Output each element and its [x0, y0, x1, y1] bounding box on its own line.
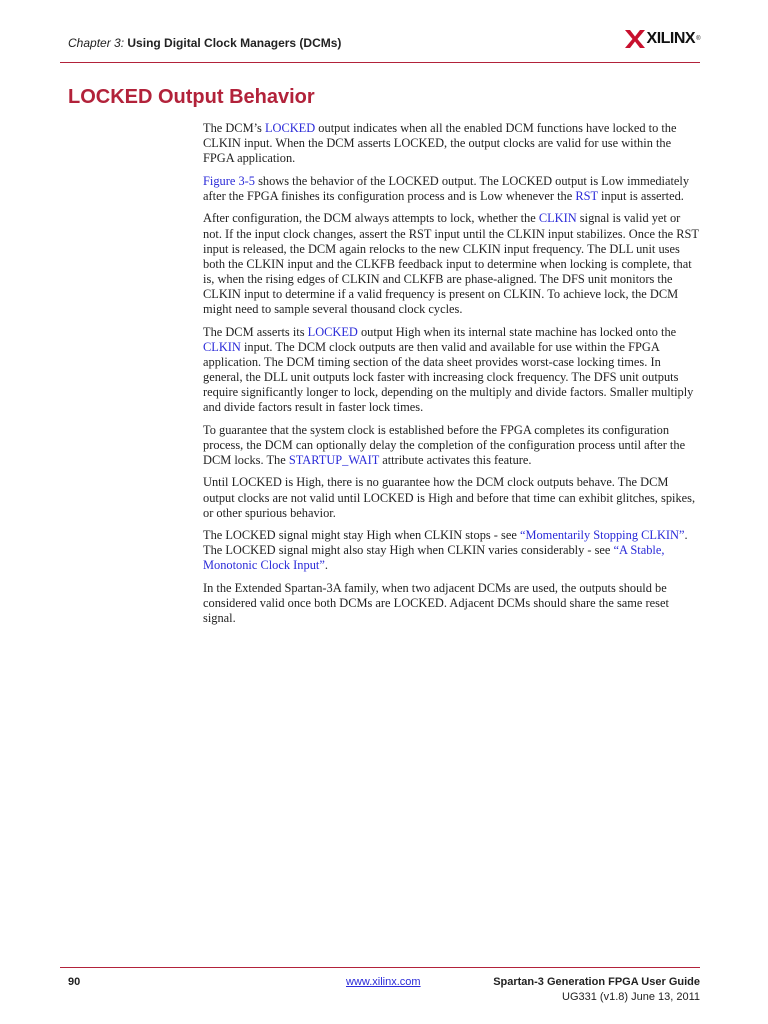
xilinx-logo	[625, 30, 700, 48]
startup-wait-link[interactable]: STARTUP_WAIT	[288, 452, 380, 467]
text-run: attribute activates this feature.	[379, 452, 532, 467]
text-run: output indicates when all the enabled DCM functions have locked to the CLKIN input. When the DCM asserts LOCKED, the output clocks are valid for use within the FPGA application.	[203, 121, 677, 166]
paragraph	[203, 475, 699, 520]
paragraph	[203, 581, 699, 626]
paragraph	[203, 174, 699, 204]
chapter-title: Using Digital Clock Managers (DCMs)	[127, 36, 342, 50]
paragraph	[203, 325, 699, 416]
xilinx-mark-icon	[625, 30, 645, 48]
locked-link[interactable]: LOCKED	[307, 324, 358, 339]
text-run: input. The DCM clock outputs are then valid and available for use within the FPGA application. The DCM timing section of the data sheet provides worst-case locking times. In general, the DLL unit outputs lock faster with increasing clock frequency. The DFS unit outputs require significantly longer to lock, depending on the multiply and divide factors. Smaller multiply and divide factors result in faster lock times.	[203, 339, 694, 415]
website-link[interactable]: www.xilinx.com	[346, 976, 421, 988]
page-header	[68, 30, 700, 60]
text-run: .	[324, 558, 328, 573]
text-run: The LOCKED signal might stay High when CLKIN stops - see	[203, 528, 520, 543]
logo-registered-mark: ®	[696, 36, 700, 42]
paragraph	[203, 528, 699, 573]
text-run: After configuration, the DCM always attempts to lock, whether the	[203, 211, 539, 226]
clkin-link[interactable]: CLKIN	[203, 339, 241, 354]
text-run: The DCM asserts its	[203, 324, 308, 339]
section-title: LOCKED Output Behavior	[68, 86, 315, 108]
guide-title: Spartan-3 Generation FPGA User Guide	[493, 976, 700, 988]
page-number: 90	[68, 976, 81, 988]
locked-link[interactable]: LOCKED	[264, 121, 316, 135]
paragraph	[203, 211, 699, 317]
text-run: To guarantee that the system clock is established before the FPGA completes its configuration process, the DCM can optionally delay the completion of the configuration process until after the DCM locks. The	[203, 422, 686, 467]
header-divider	[60, 62, 700, 63]
text-run: signal is valid yet or not. If the input clock changes, assert the RST input until the CLKIN input stabilizes. Once the RST input is released, the DCM again relocks to the new CLKIN input frequency. The DLL unit uses both the CLKIN input and the CLKFB feedback input to determine when locking is complete, that is, when the rising edges of CLKIN and CLKFB are phase-aligned. The DFS unit monitors the CLKIN input to determine if a valid frequency is present on CLKIN. To achieve lock, the DCM might need to sample several thousand clock cycles.	[203, 211, 699, 317]
text-run: The DCM’s	[203, 121, 265, 135]
text-run: Until LOCKED is High, there is no guarantee how the DCM clock outputs behave. The DCM output clocks are not valid until LOCKED is High and before that time can exhibit glitches, spikes, or other spurious behavior.	[203, 475, 696, 520]
text-run: input is asserted.	[597, 188, 684, 203]
paragraph	[203, 423, 699, 468]
text-run: shows the behavior of the LOCKED output. The LOCKED output is Low immediately after the FPGA finishes its configuration process and is Low whenever the	[203, 173, 690, 203]
chapter-label: Chapter 3:	[68, 36, 125, 50]
paragraph	[203, 121, 699, 166]
text-run: In the Extended Spartan-3A family, when two adjacent DCMs are used, the outputs should be considered valid once both DCMs are LOCKED. Adjacent DCMs should share the same reset signal.	[203, 581, 669, 626]
body-text	[203, 121, 699, 634]
rst-link[interactable]: RST	[575, 188, 598, 203]
text-run: output High when its internal state machine has locked onto the	[357, 324, 677, 339]
logo-text: XILINX	[646, 30, 696, 47]
guide-id: UG331 (v1.8) June 13, 2011	[562, 991, 700, 1003]
figure-3-5-link[interactable]: Figure 3-5	[203, 173, 255, 188]
clkin-link[interactable]: CLKIN	[538, 211, 577, 226]
footer-divider	[60, 967, 700, 968]
text-run: . The LOCKED signal might also stay High when CLKIN varies considerably - see	[203, 528, 688, 558]
momentarily-stopping-clkin-link[interactable]: “Momentarily Stopping CLKIN”	[519, 528, 685, 543]
stable-monotonic-clock-link[interactable]: “A Stable, Monotonic Clock Input”	[203, 543, 665, 573]
